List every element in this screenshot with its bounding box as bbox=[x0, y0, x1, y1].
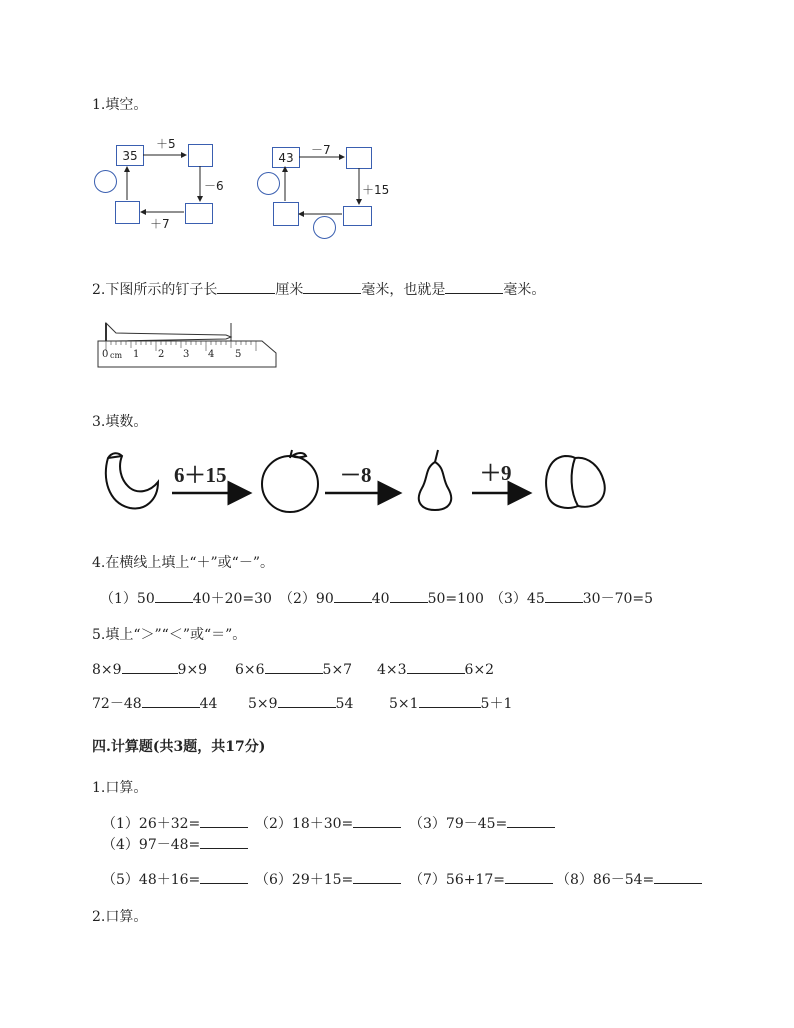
cycle-b-op-top: －7 bbox=[311, 143, 331, 157]
q5-row1-item2 bbox=[235, 659, 352, 678]
calc1-item-8 bbox=[556, 869, 702, 889]
calc1-6-blank[interactable] bbox=[353, 869, 401, 884]
q5-r1-1-left: 8×9 bbox=[92, 662, 122, 678]
q4-item-3-blank[interactable] bbox=[545, 588, 583, 603]
q2-blank-cm[interactable] bbox=[217, 279, 275, 294]
q5-r1-2-right: 5×7 bbox=[322, 662, 353, 678]
q5-r2-3-left: 5×1 bbox=[389, 696, 419, 712]
calc2-title: 2.口算。 bbox=[92, 909, 148, 925]
ruler-tick-4: 4 bbox=[208, 349, 215, 360]
cycle-a-op-top: ＋5 bbox=[156, 137, 176, 151]
q4-item-1-num: （1） bbox=[100, 591, 137, 607]
calc1-item-2 bbox=[255, 813, 401, 833]
q5-r2-3-blank[interactable] bbox=[419, 693, 481, 708]
calc1-3-num: （3） bbox=[409, 816, 446, 832]
q4-item-1-blank[interactable] bbox=[155, 588, 193, 603]
q4-item-2 bbox=[279, 588, 484, 608]
ruler-tick-1: 1 bbox=[133, 349, 140, 360]
q2-blank-mm[interactable] bbox=[303, 279, 361, 294]
q1-title: 1.填空。 bbox=[92, 97, 148, 113]
calc1-1-num: （1） bbox=[102, 816, 139, 832]
q5-r1-3-blank[interactable] bbox=[407, 659, 465, 674]
nail-ruler-figure bbox=[96, 315, 278, 373]
fruit-op-3: ＋9 bbox=[480, 461, 512, 485]
calc1-6-expr: 29＋15= bbox=[291, 872, 354, 888]
q3-title: 3.填数。 bbox=[92, 414, 148, 430]
q4-item-3 bbox=[490, 588, 653, 608]
cycle-b-arrows bbox=[250, 135, 390, 235]
fruit-op-2: －8 bbox=[340, 463, 372, 487]
q2-unit-mm-mid: 毫米，也就是 bbox=[361, 282, 446, 298]
q5-row2-item3 bbox=[389, 693, 512, 713]
q4-item-2-blank-1[interactable] bbox=[334, 588, 372, 603]
q2-unit-cm: 厘米 bbox=[275, 282, 304, 298]
calc1-4-blank[interactable] bbox=[200, 834, 248, 849]
q5-row1-item1 bbox=[92, 659, 207, 678]
q5-row2-item2 bbox=[248, 693, 353, 712]
ruler-tick-5: 5 bbox=[235, 349, 242, 360]
q2-question bbox=[92, 279, 545, 299]
calc1-item-1 bbox=[102, 813, 248, 833]
cycle-a-op-bottom: ＋7 bbox=[150, 217, 170, 231]
q5-title: 5.填上“＞”“＜”或“＝”。 bbox=[92, 627, 247, 643]
q5-r2-2-right: 54 bbox=[335, 696, 354, 712]
calc1-item-6 bbox=[255, 869, 401, 889]
q4-item-2-b: 40 bbox=[371, 591, 390, 607]
cycle-b-op-right: ＋15 bbox=[362, 183, 390, 197]
q2-blank-total-mm[interactable] bbox=[445, 279, 503, 294]
q2-prefix: 2.下图所示的钉子长 bbox=[92, 282, 218, 298]
cycle-a-op-right: －6 bbox=[204, 179, 224, 193]
q2-unit-mm-end: 毫米。 bbox=[503, 282, 546, 298]
ruler-drawing bbox=[96, 315, 278, 373]
calc1-4-expr: 97－48= bbox=[138, 837, 201, 853]
q5-r2-3-right: 5＋1 bbox=[480, 696, 513, 712]
q4-item-2-a: 90 bbox=[315, 591, 334, 607]
ruler-unit: cm bbox=[110, 351, 123, 360]
banana-icon bbox=[106, 453, 158, 508]
calc1-7-num: （7） bbox=[409, 872, 446, 888]
q5-r1-3-left: 4×3 bbox=[377, 662, 407, 678]
q5-r1-2-blank[interactable] bbox=[265, 659, 323, 674]
cycle-a-start-box: 35 bbox=[116, 145, 144, 166]
calc1-5-num: （5） bbox=[102, 872, 139, 888]
q5-r2-2-blank[interactable] bbox=[278, 693, 336, 708]
section-4-heading: 四.计算题(共3题，共17分) bbox=[92, 739, 266, 755]
ruler-tick-0: 0 bbox=[102, 349, 109, 360]
calc1-4-num: （4） bbox=[102, 837, 139, 853]
q5-r1-1-right: 9×9 bbox=[177, 662, 208, 678]
cycle-a-arrows bbox=[90, 130, 230, 230]
fruit-op-1: 6＋15 bbox=[174, 463, 227, 487]
q5-r2-1-left: 72－48 bbox=[92, 696, 142, 712]
q4-item-1-a: 50 bbox=[136, 591, 155, 607]
ruler-tick-2: 2 bbox=[158, 349, 165, 360]
calc1-item-3 bbox=[409, 813, 555, 833]
ruler-tick-3: 3 bbox=[183, 349, 190, 360]
calc1-8-num: （8） bbox=[556, 872, 593, 888]
calc1-8-blank[interactable] bbox=[654, 869, 702, 884]
cycle-b-start-box: 43 bbox=[272, 147, 300, 168]
calc1-1-expr: 26＋32= bbox=[138, 816, 201, 832]
q5-r1-2-left: 6×6 bbox=[235, 662, 265, 678]
q4-item-1 bbox=[100, 588, 272, 608]
q4-item-2-blank-2[interactable] bbox=[390, 588, 428, 603]
pear-icon bbox=[419, 450, 451, 510]
calc1-7-expr: 56+17= bbox=[445, 872, 506, 888]
q5-r1-1-blank[interactable] bbox=[122, 659, 178, 674]
apple-icon bbox=[262, 450, 318, 512]
calc1-item-7 bbox=[409, 869, 553, 889]
calc1-2-blank[interactable] bbox=[353, 813, 401, 828]
calc1-title: 1.口算。 bbox=[92, 780, 148, 796]
q5-row2-item1 bbox=[92, 693, 217, 713]
q4-title: 4.在横线上填上“＋”或“－”。 bbox=[92, 555, 274, 571]
q4-item-2-num: （2） bbox=[279, 591, 316, 607]
q4-item-3-num: （3） bbox=[490, 591, 527, 607]
q5-row1-item3 bbox=[377, 659, 494, 678]
calc1-2-num: （2） bbox=[255, 816, 292, 832]
peach-icon bbox=[546, 456, 605, 508]
q4-item-3-a: 45 bbox=[526, 591, 545, 607]
q4-item-2-c: 50=100 bbox=[427, 591, 484, 607]
q5-r1-3-right: 6×2 bbox=[464, 662, 495, 678]
calc1-3-blank[interactable] bbox=[507, 813, 555, 828]
calc1-item-4 bbox=[102, 834, 248, 854]
q5-r2-1-right: 44 bbox=[199, 696, 218, 712]
calc1-2-expr: 18＋30= bbox=[291, 816, 354, 832]
calc1-1-blank[interactable] bbox=[200, 813, 248, 828]
calc1-5-blank[interactable] bbox=[200, 869, 248, 884]
calc1-item-5 bbox=[102, 869, 248, 889]
calc1-3-expr: 79－45= bbox=[445, 816, 508, 832]
calc1-6-num: （6） bbox=[255, 872, 292, 888]
calc1-7-blank[interactable] bbox=[505, 869, 553, 884]
calc1-5-expr: 48＋16= bbox=[138, 872, 201, 888]
q5-r2-1-blank[interactable] bbox=[142, 693, 200, 708]
calc1-8-expr: 86－54= bbox=[592, 872, 655, 888]
q5-r2-2-left: 5×9 bbox=[248, 696, 278, 712]
q4-item-1-b: 40＋20=30 bbox=[192, 591, 272, 607]
q4-item-3-b: 30－70=5 bbox=[582, 591, 654, 607]
